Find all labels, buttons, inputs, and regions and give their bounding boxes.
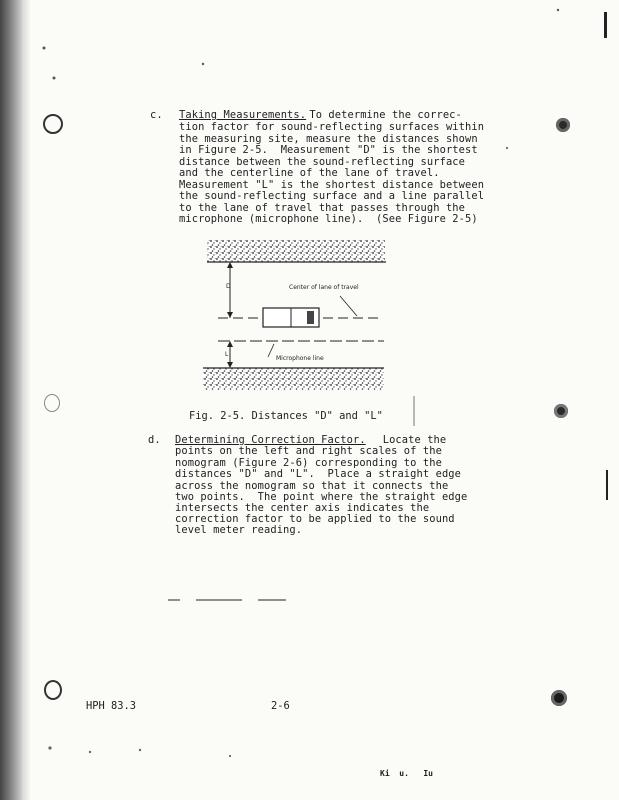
section-c-line: microphone (microphone line). (See Figure 2-5) — [179, 213, 478, 225]
section-c-line: tion factor for sound-reflecting surfaces within — [179, 121, 485, 133]
scan-speck — [139, 749, 141, 751]
section-c-line: in Figure 2-5. Measurement "D" is the shortest — [179, 144, 478, 156]
leader-line — [268, 344, 274, 357]
reflecting-surface-top — [207, 240, 385, 262]
scan-speck — [43, 47, 46, 50]
section-c-line: distance between the sound-reflecting surface — [179, 156, 466, 168]
arrow-head — [227, 341, 233, 347]
section-c-line: Measurement "L" is the shortest distance between — [179, 179, 485, 191]
arrow-head — [227, 362, 233, 368]
scan-speck — [53, 77, 56, 80]
figure-caption: Fig. 2-5. Distances "D" and "L" — [189, 410, 383, 422]
figure-label-d: D — [226, 283, 231, 290]
footer-scan-marks: Ki u. Iu — [380, 769, 433, 778]
scan-speck — [557, 9, 559, 11]
section-c-heading: Taking Measurements. — [179, 109, 307, 121]
section-d-heading: Determining Correction Factor. — [175, 434, 366, 446]
section-d-line: Locate the — [370, 434, 447, 446]
scan-speck — [229, 755, 231, 757]
section-d-line: across the nomogram so that it connects the — [175, 480, 449, 492]
footer-doc-number: HPH 83.3 — [86, 700, 137, 712]
section-c-line: to the lane of travel that passes through the — [179, 202, 466, 214]
arrow-head — [227, 312, 233, 318]
reflecting-surface-bottom — [203, 368, 384, 390]
scan-speck — [506, 147, 508, 149]
arrow-head — [227, 262, 233, 268]
vehicle-cab — [307, 311, 314, 324]
section-d-line: nomogram (Figure 2-6) corresponding to the — [175, 457, 442, 469]
footer-page-number: 2-6 — [271, 700, 290, 712]
figure-label-mic: Microphone line — [276, 355, 324, 362]
section-c-line: the measuring site, measure the distances shown — [179, 133, 478, 145]
section-d-line: distances "D" and "L". Place a straight edge — [175, 468, 462, 480]
section-d-line: level meter reading. — [175, 524, 303, 536]
scan-speck — [202, 63, 204, 65]
section-d-line: points on the left and right scales of the — [175, 445, 442, 457]
scan-speck — [48, 746, 51, 749]
section-c-line: the sound-reflecting surface and a line parallel — [179, 190, 485, 202]
section-d-line: two points. The point where the straight edge — [175, 491, 468, 503]
figure-label-center: Center of lane of travel — [289, 284, 359, 291]
figure-label-l: L — [225, 351, 229, 358]
section-c-line: and the centerline of the lane of travel. — [179, 167, 440, 179]
section-c-line: To determine the correc- — [303, 109, 462, 121]
scan-speck — [89, 751, 91, 753]
section-d-line: intersects the center axis indicates the — [175, 502, 430, 514]
section-c-marker: c. — [150, 109, 163, 121]
section-d-marker: d. — [148, 434, 161, 446]
section-d-line: correction factor to be applied to the sound — [175, 513, 455, 525]
leader-line — [340, 296, 357, 316]
